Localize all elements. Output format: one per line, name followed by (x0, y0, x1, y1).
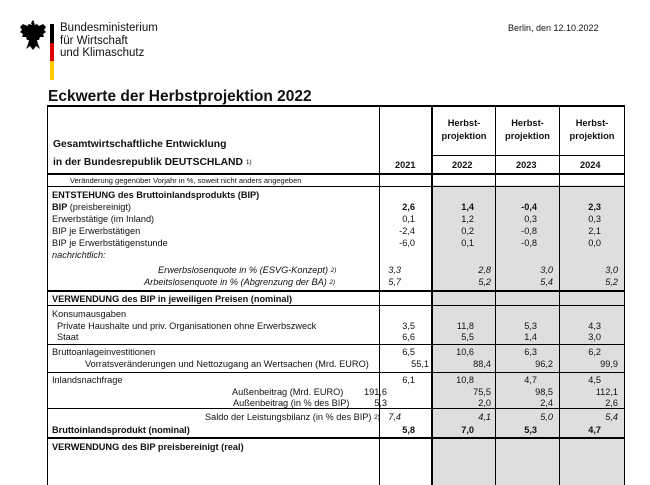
table-heading: Gesamtwirtschaftliche Entwicklung (53, 139, 227, 150)
cell-value: 2,6 (402, 202, 415, 212)
row-label: Bruttoanlageinvestitionen (52, 347, 156, 357)
row-label: BIP je Erwerbstätigen (52, 226, 141, 236)
ministry-line: und Klimaschutz (60, 47, 145, 59)
cell-value: 3,0 (588, 332, 601, 342)
row-rule (47, 344, 625, 345)
row-rule (47, 186, 625, 187)
cell-value: 5,3 (524, 321, 537, 331)
projection-header: Herbst- projektion (569, 118, 615, 141)
cell-value: 191,6 (364, 387, 387, 397)
cell-value: 6,3 (524, 347, 537, 357)
year-header: 2022 (452, 160, 473, 170)
section-title: VERWENDUNG des BIP preisbereinigt (real) (52, 442, 244, 452)
cell-value: 0,0 (588, 238, 601, 248)
row-label: Private Haushalte und priv. Organisationen ohne Erwerbszweck (57, 321, 317, 331)
cell-value: 2,4 (540, 398, 553, 408)
federal-eagle-icon (19, 18, 47, 52)
row-label: BIP (preisbereinigt) (52, 202, 131, 212)
row-label: Konsumausgaben (52, 309, 127, 319)
cell-value: 5,3 (524, 425, 537, 435)
row-label: Außenbeitrag (Mrd. EURO) (232, 387, 344, 397)
cell-value: 4,7 (588, 425, 601, 435)
col-divider (495, 105, 496, 485)
cell-value: 5,7 (388, 277, 401, 287)
cell-value: 6,2 (588, 347, 601, 357)
cell-value: 1,4 (524, 332, 537, 342)
cell-value: 55,1 (411, 359, 429, 369)
cell-value: 10,8 (456, 375, 474, 385)
row-label: Erwerbstätige (im Inland) (52, 214, 155, 224)
row-label: Außenbeitrag (in % des BIP) (233, 398, 350, 408)
cell-value: 2,8 (478, 265, 491, 275)
cell-value: 3,0 (605, 265, 618, 275)
cell-value: 2,3 (588, 202, 601, 212)
section-title: VERWENDUNG des BIP in jeweiligen Preisen (nominal) (52, 294, 293, 304)
cell-value: 98,5 (535, 387, 553, 397)
row-label: Bruttoinlandsprodukt (nominal) (52, 425, 190, 435)
cell-value: 11,8 (456, 321, 474, 331)
row-label: Saldo der Leistungsbilanz (in % des BIP) 2) (205, 412, 380, 422)
cell-value: 96,2 (535, 359, 553, 369)
col-divider (559, 105, 560, 485)
cell-value: 1,4 (461, 202, 474, 212)
row-label: Arbeitslosenquote in % (Abgrenzung der BA) 2) (144, 277, 336, 287)
ministry-name (60, 22, 158, 60)
cell-value: 4,1 (478, 412, 491, 422)
ministry-line: für Wirtschaft (60, 34, 128, 47)
table-top-rule (47, 105, 625, 107)
cell-value: 5,4 (605, 412, 618, 422)
cell-value: 3,5 (402, 321, 415, 331)
year-header: 2021 (395, 160, 416, 170)
table-right-border (624, 105, 625, 485)
row-rule (431, 155, 625, 156)
cell-value: 75,5 (473, 387, 491, 397)
document-date: Berlin, den 12.10.2022 (508, 23, 599, 33)
cell-value: 7,0 (461, 425, 474, 435)
row-label: Erwerbslosenquote in % (ESVG-Konzept) 2) (158, 265, 337, 275)
cell-value: 2,0 (478, 398, 491, 408)
cell-value: 6,6 (402, 332, 415, 342)
row-label: nachrichtlich: (52, 250, 106, 260)
year-header: 2023 (516, 160, 537, 170)
cell-value: 7,4 (388, 412, 401, 422)
cell-value: 6,5 (402, 347, 415, 357)
cell-value: 10,6 (456, 347, 474, 357)
cell-value: 2,6 (605, 398, 618, 408)
year-header: 2024 (580, 160, 601, 170)
row-label: Inlandsnachfrage (52, 375, 123, 385)
page-title: Eckwerte der Herbstprojektion 2022 (48, 88, 312, 105)
cell-value: 2,1 (588, 226, 601, 236)
row-rule (47, 305, 625, 306)
cell-value: 0,1 (402, 214, 415, 224)
cell-value: 5,2 (605, 277, 618, 287)
cell-value: 88,4 (473, 359, 491, 369)
projection-table (47, 105, 625, 465)
cell-value: 99,9 (600, 359, 618, 369)
cell-value: 5,4 (540, 277, 553, 287)
cell-value: 5,0 (540, 412, 553, 422)
cell-value: 4,3 (588, 321, 601, 331)
row-rule (47, 173, 625, 175)
cell-value: 1,2 (461, 214, 474, 224)
table-heading: in der Bundesrepublik DEUTSCHLAND 1) (53, 157, 252, 168)
cell-value: -0,4 (521, 202, 537, 212)
cell-value: 112,1 (595, 387, 618, 397)
cell-value: -2,4 (399, 226, 415, 236)
projection-header: Herbst- projektion (441, 118, 487, 141)
cell-value: 5,8 (402, 425, 415, 435)
cell-value: 5,3 (374, 398, 387, 408)
cell-value: 4,5 (588, 375, 601, 385)
row-label: BIP je Erwerbstätigenstunde (52, 238, 168, 248)
projection-header: Herbst- projektion (505, 118, 550, 141)
german-flag-stripe (50, 24, 54, 80)
units-note: Veränderung gegenüber Vorjahr in %, soweit nicht anders angegeben (70, 176, 302, 185)
cell-value: 0,1 (461, 238, 474, 248)
cell-value: 3,3 (388, 265, 401, 275)
cell-value: -0,8 (521, 238, 537, 248)
ministry-logo (19, 18, 184, 80)
cell-value: 0,3 (524, 214, 537, 224)
cell-value: 6,1 (402, 375, 415, 385)
ministry-line: Bundesministerium (60, 22, 158, 34)
row-rule (47, 372, 625, 373)
row-rule (47, 437, 625, 439)
cell-value: -0,8 (521, 226, 537, 236)
cell-value: 5,5 (461, 332, 474, 342)
row-rule (47, 290, 625, 292)
cell-value: 0,2 (461, 226, 474, 236)
cell-value: 3,0 (540, 265, 553, 275)
cell-value: -6,0 (399, 238, 415, 248)
cell-value: 5,2 (478, 277, 491, 287)
row-label: Staat (57, 332, 79, 342)
row-label: Vorratsveränderungen und Nettozugang an Wertsachen (Mrd. EURO) (85, 359, 369, 369)
table-left-border (47, 105, 48, 485)
cell-value: 4,7 (524, 375, 537, 385)
cell-value: 0,3 (588, 214, 601, 224)
section-title: ENTSTEHUNG des Bruttoinlandsprodukts (BIP) (52, 190, 260, 200)
col-divider (431, 105, 433, 485)
